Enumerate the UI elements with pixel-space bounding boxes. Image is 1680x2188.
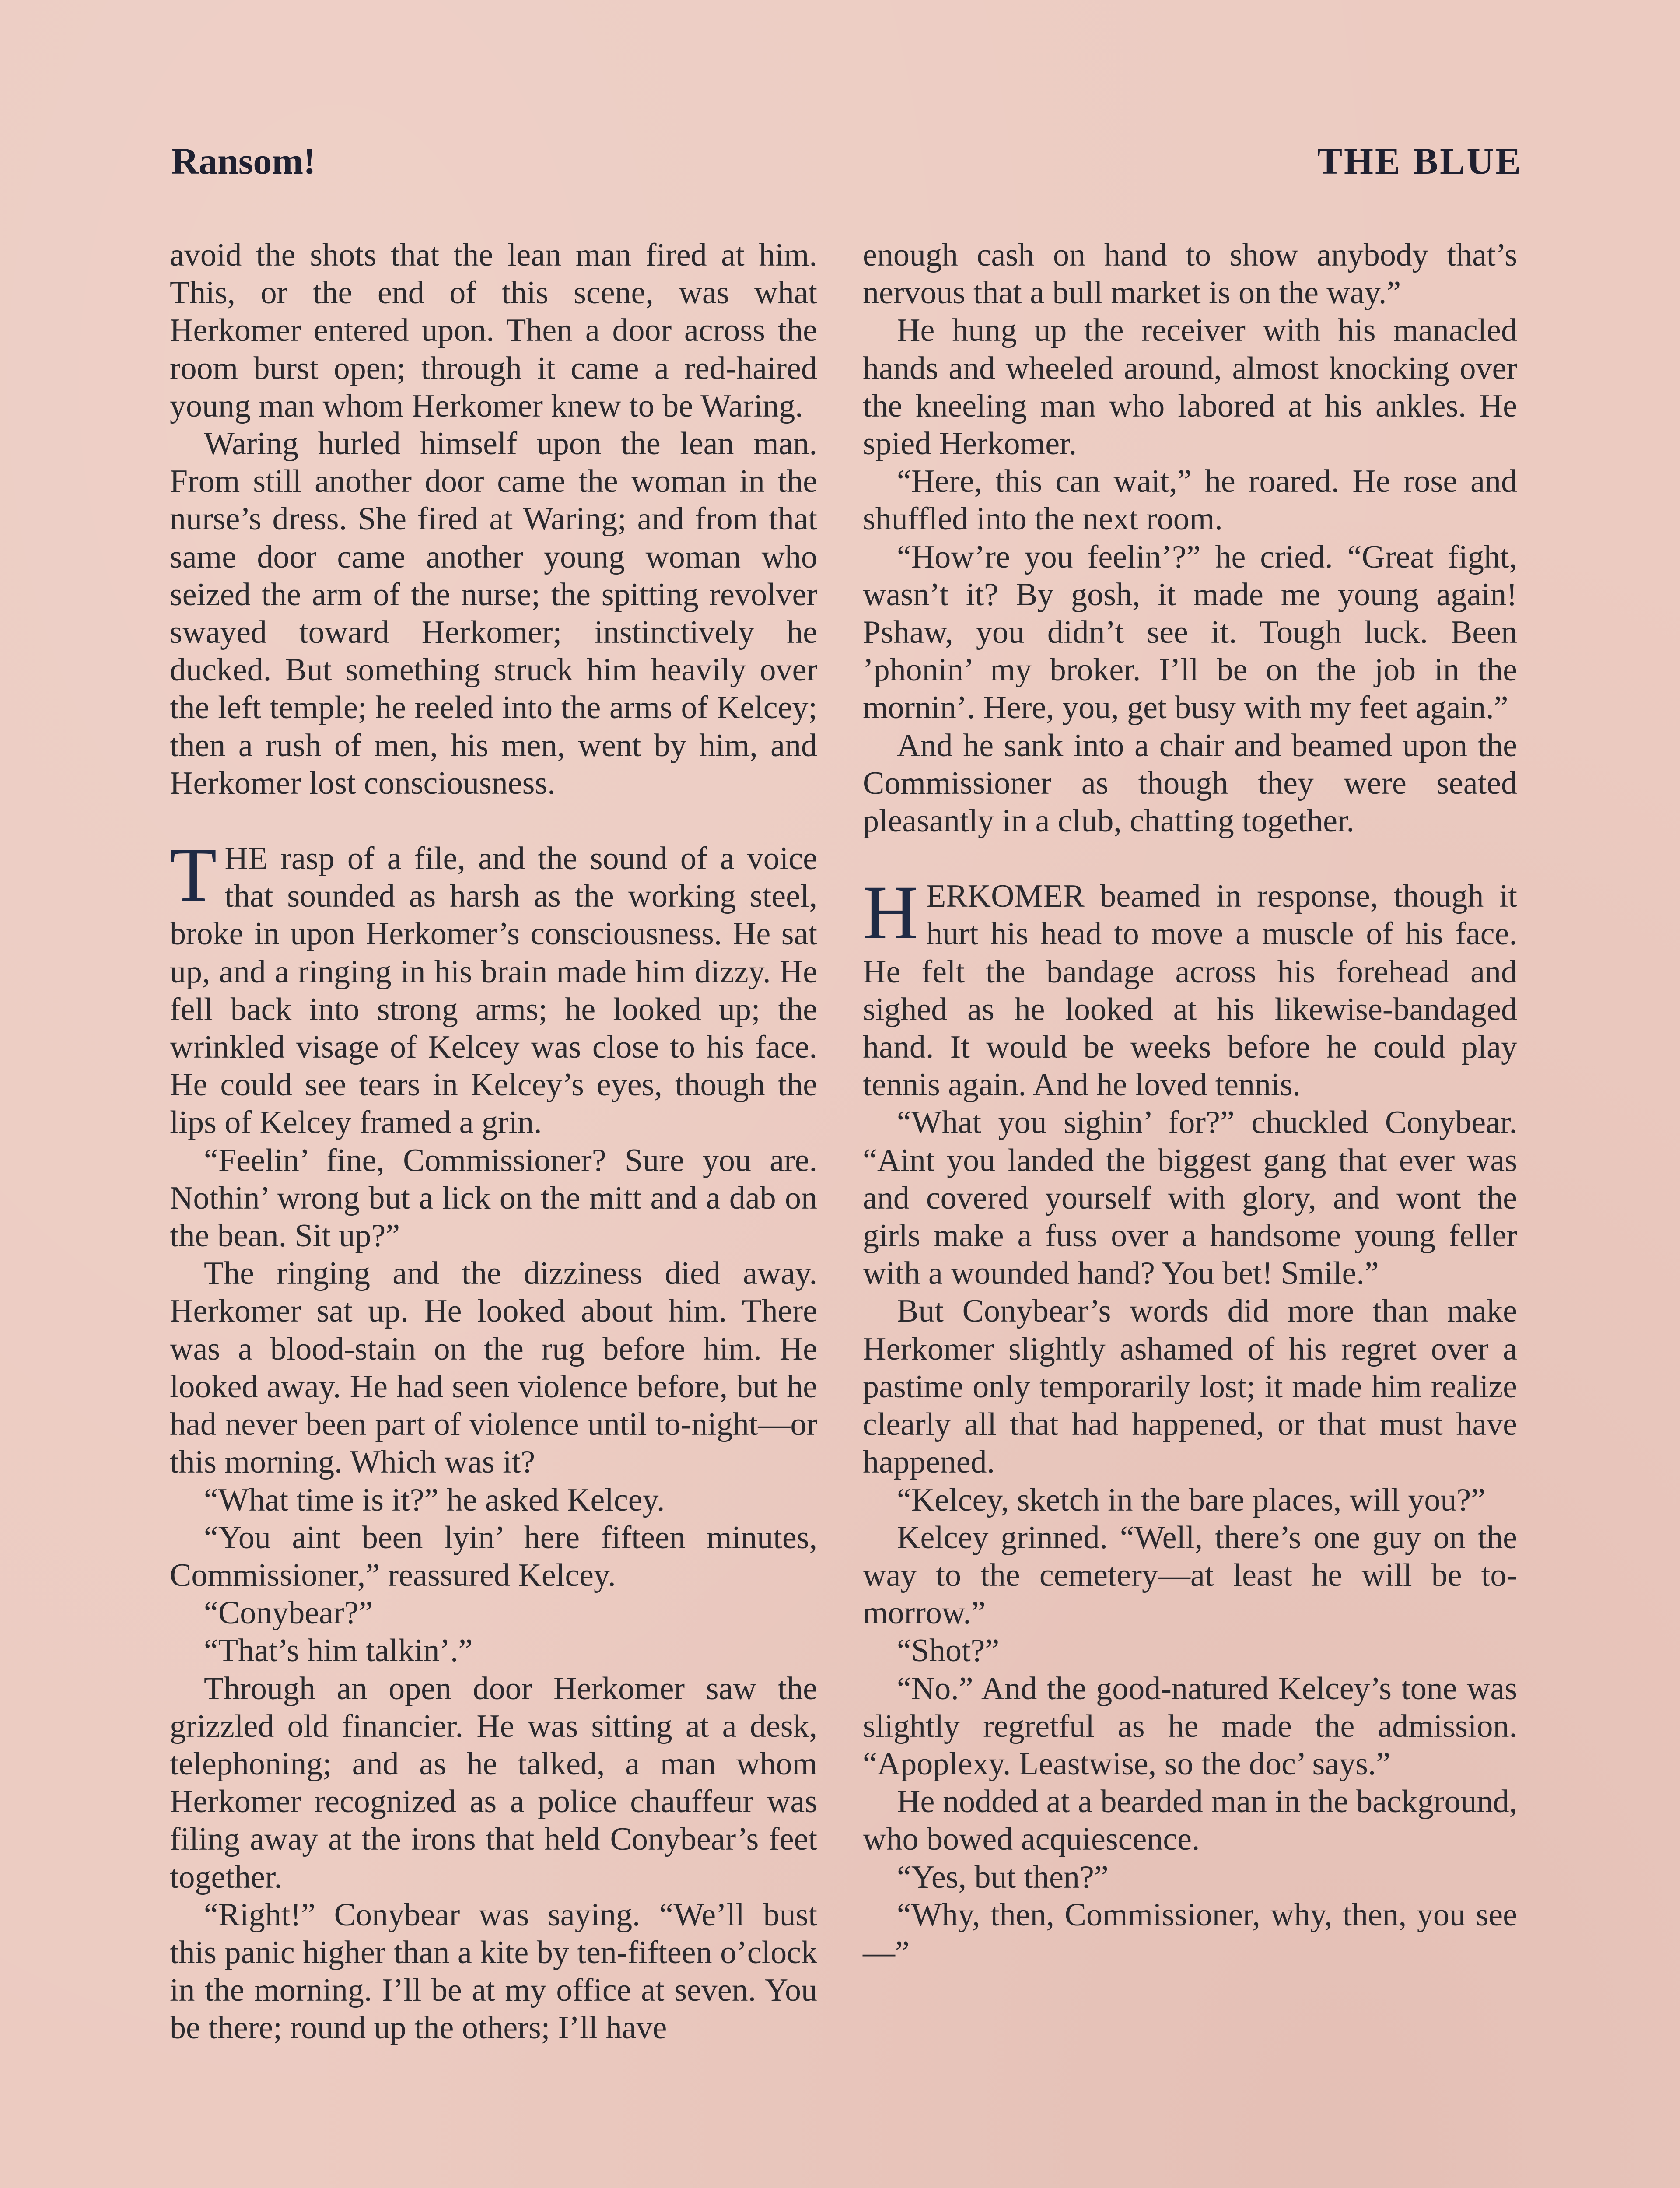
paragraph: Kelcey grinned. “Well, there’s one guy on the way to the cemetery—at least he will be to-morrow.”: [863, 1519, 1517, 1631]
magazine-title: THE BLUE: [1317, 140, 1522, 182]
paragraph: “What time is it?” he asked Kelcey.: [204, 1482, 665, 1518]
paragraph: “Shot?”: [897, 1633, 1000, 1669]
paragraph: “Why, then, Commissioner, why, then, you see—”: [863, 1897, 1517, 1971]
paragraph: “How’re you feelin’?” he cried. “Great fight, wasn’t it? By gosh, it made me young again! Pshaw, you didn’t see it. Tough luck. Been ’phonin’ my broker. I’ll be on the job in the mornin’. Here, you, get busy with my feet again.”: [863, 539, 1517, 726]
paragraph: “Kelcey, sketch in the bare places, will you?”: [897, 1482, 1486, 1518]
paragraph: But Conybear’s words did more than make Herkomer slightly ashamed of his regret over a pastime only temporarily lost; it made him realize clearly all that had happened, or that must have happened.: [863, 1293, 1517, 1480]
paragraph: And he sank into a chair and beamed upon the Commissioner as though they were seated pleasantly in a club, chatting together.: [863, 727, 1517, 839]
drop-cap: T: [170, 832, 217, 918]
paragraph: avoid the shots that the lean man fired at him. This, or the end of this scene, was what Herkomer entered upon. Then a door across the room burst open; through it came a red-haired young man whom Herkomer knew to be Waring.: [170, 237, 817, 424]
section-opening-paragraph: [170, 832, 817, 1142]
paragraph: “You aint been lyin’ here fifteen minutes, Commissioner,” reassured Kelcey.: [170, 1519, 817, 1593]
paragraph: He hung up the receiver with his manacled hands and wheeled around, almost knocking over the kneeling man who labored at his ankles. He spied Herkomer.: [863, 312, 1517, 462]
paragraph: “Yes, but then?”: [897, 1859, 1109, 1895]
section-opening-paragraph: [863, 870, 1517, 1104]
paragraph: “Right!” Conybear was saying. “We’ll bust this panic higher than a kite by ten-fifteen o’clock in the morning. I’ll be at my office at seven. You be there; round up the others; I’ll have: [170, 1897, 817, 2046]
paragraph: “No.” And the good-natured Kelcey’s tone was slightly regretful as he made the admission. “Apoplexy. Leastwise, so the doc’ says.”: [863, 1670, 1517, 1782]
running-head: [172, 139, 1522, 187]
paragraph: He nodded at a bearded man in the background, who bowed acquiescence.: [863, 1784, 1517, 1858]
paragraph: “That’s him talkin’.”: [204, 1633, 473, 1669]
paragraph: “Conybear?”: [204, 1595, 373, 1631]
paragraph: enough cash on hand to show anybody that’s nervous that a bull market is on the way.”: [863, 237, 1517, 311]
story-title: Ransom!: [172, 140, 316, 182]
left-column: [170, 236, 817, 2047]
drop-cap: H: [863, 870, 919, 956]
paragraph-text: HE rasp of a file, and the sound of a voice that sounded as harsh as the working steel, broke in upon Herkomer’s consciousness. He sat up, and a ringing in his brain made him dizzy. He fell back into strong arms; he looked up; the wrinkled visage of Kelcey was close to his face. He could see tears in Kelcey’s eyes, though the lips of Kelcey framed a grin.: [170, 841, 817, 1141]
paragraph: Through an open door Herkomer saw the grizzled old financier. He was sitting at a desk, telephoning; and as he talked, a man whom Herkomer recognized as a police chauffeur was filing away at the irons that held Conybear’s feet together.: [170, 1670, 817, 1895]
paragraph: “What you sighin’ for?” chuckled Conybear. “Aint you landed the biggest gang that ever was and covered yourself with glory, and wont the girls make a fuss over a handsome young feller with a wounded hand? You bet! Smile.”: [863, 1105, 1517, 1292]
paragraph: “Here, this can wait,” he roared. He rose and shuffled into the next room.: [863, 463, 1517, 537]
paragraph: The ringing and the dizziness died away. Herkomer sat up. He looked about him. There was a blood-stain on the rug before him. He looked away. He had seen violence before, but he had never been part of violence until to-night—or this morning. Which was it?: [170, 1255, 817, 1480]
paragraph: “Feelin’ fine, Commissioner? Sure you are. Nothin’ wrong but a lick on the mitt and a dab on the bean. Sit up?”: [170, 1142, 817, 1254]
paragraph-text: ERKOMER beamed in response, though it hurt his head to move a muscle of his face. He felt the bandage across his forehead and sighed as he looked at his likewise-bandaged hand. It would be weeks before he could play tennis again. And he loved tennis.: [863, 878, 1517, 1103]
right-column: [863, 236, 1517, 1971]
paragraph: Waring hurled himself upon the lean man. From still another door came the woman in the nurse’s dress. She fired at Waring; and from that same door came another young woman who seized the arm of the nurse; the spitting revolver swayed toward Herkomer; instinctively he ducked. But something struck him heavily over the left temple; he reeled into the arms of Kelcey; then a rush of men, his men, went by him, and Herkomer lost consciousness.: [170, 426, 817, 801]
